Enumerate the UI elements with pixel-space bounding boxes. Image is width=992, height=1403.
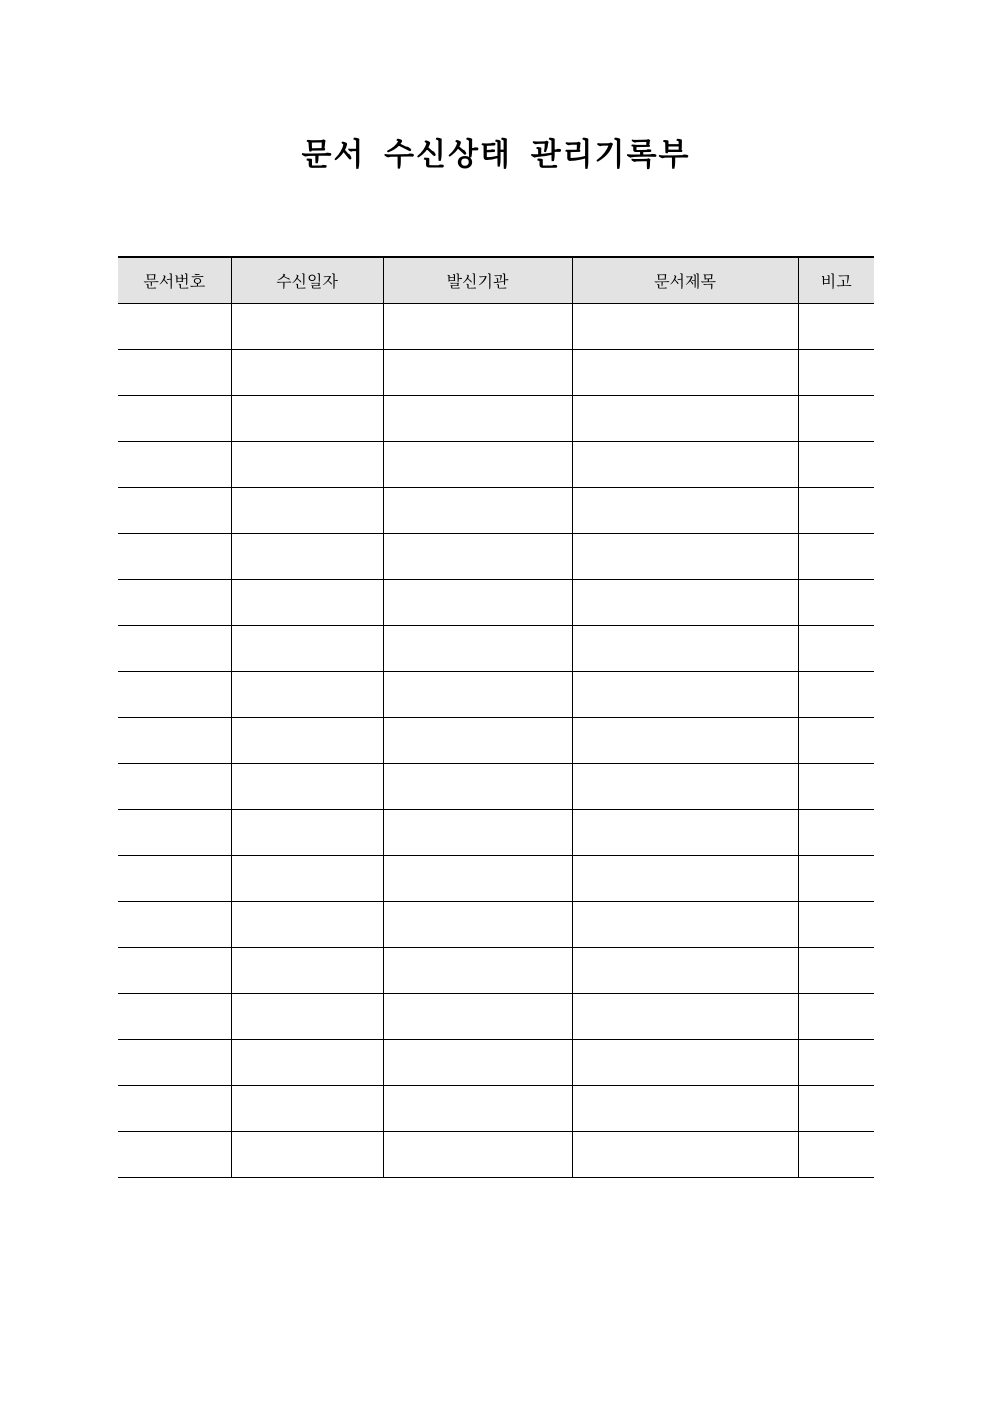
cell-document-number xyxy=(118,717,231,763)
table-row xyxy=(118,809,874,855)
column-header-received-date: 수신일자 xyxy=(231,257,383,303)
cell-sending-agency xyxy=(383,763,572,809)
cell-sending-agency xyxy=(383,671,572,717)
cell-document-number xyxy=(118,1039,231,1085)
cell-sending-agency xyxy=(383,533,572,579)
cell-document-title xyxy=(572,947,798,993)
cell-document-title xyxy=(572,671,798,717)
cell-remarks xyxy=(798,1039,874,1085)
table-row xyxy=(118,395,874,441)
cell-received-date xyxy=(231,671,383,717)
cell-remarks xyxy=(798,579,874,625)
cell-document-number xyxy=(118,671,231,717)
cell-received-date xyxy=(231,947,383,993)
cell-remarks xyxy=(798,671,874,717)
cell-document-number xyxy=(118,579,231,625)
cell-sending-agency xyxy=(383,395,572,441)
cell-remarks xyxy=(798,855,874,901)
cell-received-date xyxy=(231,395,383,441)
cell-document-number xyxy=(118,1085,231,1131)
table-row xyxy=(118,441,874,487)
column-header-document-number: 문서번호 xyxy=(118,257,231,303)
cell-sending-agency xyxy=(383,303,572,349)
cell-sending-agency xyxy=(383,1085,572,1131)
cell-document-number xyxy=(118,809,231,855)
column-header-document-title: 문서제목 xyxy=(572,257,798,303)
cell-document-number xyxy=(118,349,231,395)
cell-sending-agency xyxy=(383,349,572,395)
column-header-sending-agency: 발신기관 xyxy=(383,257,572,303)
cell-document-number xyxy=(118,901,231,947)
cell-remarks xyxy=(798,625,874,671)
table-row xyxy=(118,993,874,1039)
cell-document-number xyxy=(118,1131,231,1177)
cell-received-date xyxy=(231,441,383,487)
cell-document-title xyxy=(572,717,798,763)
table-row xyxy=(118,763,874,809)
cell-remarks xyxy=(798,349,874,395)
document-title: 문서 수신상태 관리기록부 xyxy=(301,137,691,173)
cell-received-date xyxy=(231,717,383,763)
cell-sending-agency xyxy=(383,855,572,901)
cell-remarks xyxy=(798,1131,874,1177)
cell-document-number xyxy=(118,441,231,487)
cell-document-title xyxy=(572,901,798,947)
cell-received-date xyxy=(231,855,383,901)
table-row xyxy=(118,1039,874,1085)
table-row xyxy=(118,855,874,901)
cell-received-date xyxy=(231,901,383,947)
cell-document-number xyxy=(118,395,231,441)
table-row xyxy=(118,487,874,533)
cell-received-date xyxy=(231,1131,383,1177)
table-row xyxy=(118,1085,874,1131)
cell-document-title xyxy=(572,441,798,487)
cell-document-title xyxy=(572,993,798,1039)
cell-remarks xyxy=(798,303,874,349)
cell-sending-agency xyxy=(383,947,572,993)
cell-sending-agency xyxy=(383,1039,572,1085)
cell-remarks xyxy=(798,947,874,993)
cell-document-number xyxy=(118,993,231,1039)
cell-remarks xyxy=(798,441,874,487)
cell-document-title xyxy=(572,809,798,855)
cell-document-number xyxy=(118,947,231,993)
cell-document-number xyxy=(118,533,231,579)
cell-remarks xyxy=(798,901,874,947)
cell-sending-agency xyxy=(383,579,572,625)
cell-remarks xyxy=(798,717,874,763)
cell-remarks xyxy=(798,763,874,809)
cell-received-date xyxy=(231,349,383,395)
table-body xyxy=(118,303,874,1177)
cell-sending-agency xyxy=(383,1131,572,1177)
table-header-row xyxy=(118,257,874,303)
cell-document-title xyxy=(572,855,798,901)
cell-received-date xyxy=(231,487,383,533)
table-row xyxy=(118,671,874,717)
table-row xyxy=(118,625,874,671)
table-row xyxy=(118,533,874,579)
table-row xyxy=(118,717,874,763)
cell-remarks xyxy=(798,993,874,1039)
record-table xyxy=(118,256,874,1178)
cell-remarks xyxy=(798,395,874,441)
cell-sending-agency xyxy=(383,441,572,487)
cell-received-date xyxy=(231,533,383,579)
cell-remarks xyxy=(798,533,874,579)
table-row xyxy=(118,579,874,625)
cell-document-number xyxy=(118,487,231,533)
column-header-remarks: 비고 xyxy=(798,257,874,303)
cell-document-number xyxy=(118,855,231,901)
cell-document-title xyxy=(572,1085,798,1131)
cell-document-title xyxy=(572,625,798,671)
cell-received-date xyxy=(231,1039,383,1085)
cell-document-title xyxy=(572,1131,798,1177)
cell-document-title xyxy=(572,579,798,625)
cell-remarks xyxy=(798,487,874,533)
cell-remarks xyxy=(798,809,874,855)
cell-document-number xyxy=(118,625,231,671)
cell-received-date xyxy=(231,1085,383,1131)
cell-document-title xyxy=(572,487,798,533)
cell-received-date xyxy=(231,303,383,349)
table-row xyxy=(118,947,874,993)
cell-remarks xyxy=(798,1085,874,1131)
cell-received-date xyxy=(231,579,383,625)
cell-document-number xyxy=(118,303,231,349)
cell-sending-agency xyxy=(383,487,572,533)
cell-document-title xyxy=(572,303,798,349)
cell-document-title xyxy=(572,763,798,809)
cell-document-title xyxy=(572,533,798,579)
cell-sending-agency xyxy=(383,901,572,947)
cell-received-date xyxy=(231,809,383,855)
cell-document-title xyxy=(572,349,798,395)
table-row xyxy=(118,1131,874,1177)
cell-received-date xyxy=(231,625,383,671)
cell-document-number xyxy=(118,763,231,809)
cell-document-title xyxy=(572,395,798,441)
table-row xyxy=(118,349,874,395)
cell-document-title xyxy=(572,1039,798,1085)
cell-sending-agency xyxy=(383,993,572,1039)
cell-sending-agency xyxy=(383,717,572,763)
cell-received-date xyxy=(231,993,383,1039)
table-row xyxy=(118,303,874,349)
cell-sending-agency xyxy=(383,625,572,671)
cell-received-date xyxy=(231,763,383,809)
cell-sending-agency xyxy=(383,809,572,855)
table-row xyxy=(118,901,874,947)
